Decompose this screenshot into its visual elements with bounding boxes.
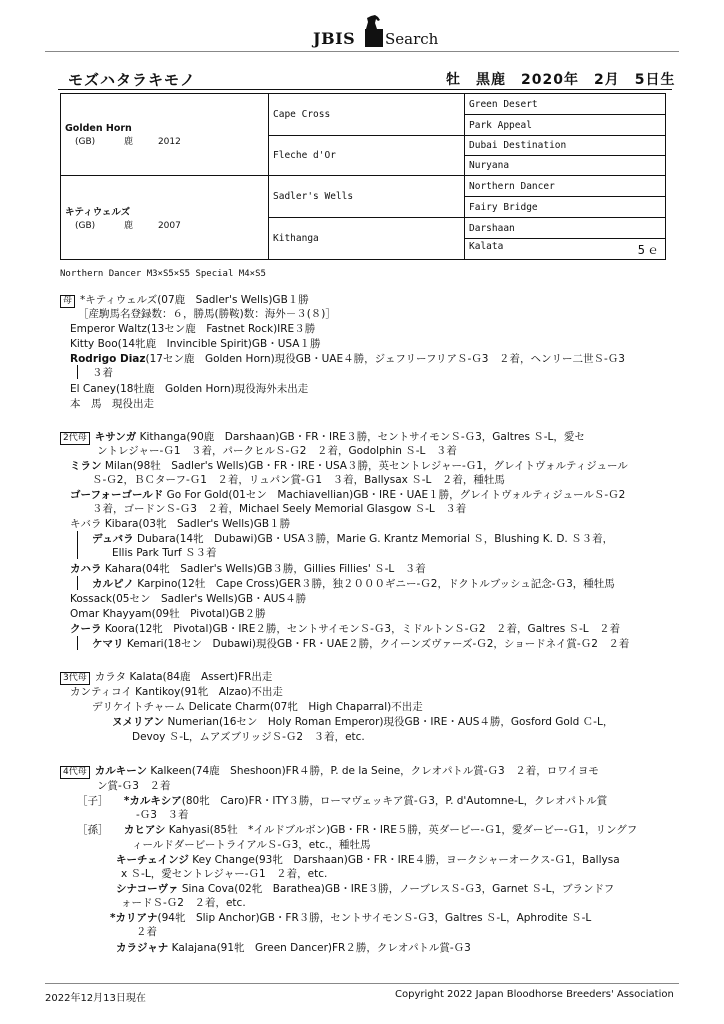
horse-name: モズハタラキモノ bbox=[68, 71, 196, 89]
ped-g2-0: Cape Cross bbox=[269, 94, 465, 136]
mother-line-3: Kitty Boo(14牝鹿 Invincible Spirit)GB・USA１勝 bbox=[70, 338, 321, 350]
dam-color: 鹿 bbox=[124, 221, 134, 231]
g2-text-11: Dubara(14牝 Dubawi)GB・USA３勝，Marie G. Krantz Memorial Ｓ，Blushing K. D. Ｓ３着， bbox=[137, 533, 614, 545]
g2-bold-21: ケマリ bbox=[92, 638, 124, 650]
g4-line-6: -Ｇ3 ３着 bbox=[136, 809, 189, 821]
g4-line-2: ン賞-Ｇ3 ２着 bbox=[97, 780, 171, 792]
g4-line-14 bbox=[116, 882, 614, 896]
g3-line-2: デリケイトチャーム Delicate Charm(07牝 High Chaparral)不出走 bbox=[92, 701, 423, 713]
g4-bold-20: カラジャナ bbox=[116, 942, 169, 954]
horse-birth-info: 牡 黒鹿 2020年 2月 5日生 bbox=[446, 72, 676, 88]
mother-line-7: El Caney(18牡鹿 Golden Horn)現役海外未出走 bbox=[70, 383, 309, 395]
g2-line-21 bbox=[92, 637, 629, 651]
ped-g3-2: Dubai Destination bbox=[465, 136, 666, 156]
tree-bar bbox=[77, 636, 78, 650]
g2-line-5: Ｓ-Ｇ2，ＢＣターフ-Ｇ1 ２着，リュパン賞-Ｇ1 ３着，Ballysax Ｓ-L ２着，種牡馬 bbox=[92, 474, 505, 486]
ped-g3-4: Northern Dancer bbox=[465, 176, 666, 197]
sire-country: (GB) bbox=[75, 136, 96, 147]
g4-text-5: (80牝 Caro)FR・ITY３勝，ローマヴェッキア賞-Ｇ3，P. d'Automne-L，クレオパトル賞 bbox=[181, 795, 608, 807]
sire-name: Golden Horn bbox=[65, 122, 132, 134]
g3-line-1: カンティコイ Kantikoy(91牝 Alzao)不出走 bbox=[70, 686, 283, 698]
g3-text-4: Numerian(16セン Holy Roman Emperor)現役GB・IRE・AUS４勝，Gosford Gold Ｃ-L， bbox=[167, 716, 614, 728]
logo-box bbox=[365, 29, 383, 47]
mother-label: 母 bbox=[60, 295, 75, 308]
mother-line-0 bbox=[60, 293, 309, 308]
g4-text-12: Key Change(93牝 Darshaan)GB・FR・IRE４勝，ヨークシャーオークス-Ｇ1，Ballysa bbox=[192, 854, 620, 866]
g4-line-7 bbox=[77, 823, 637, 837]
ped-g3-7-cell bbox=[465, 239, 666, 260]
ped-g3-3: Nuryana bbox=[465, 156, 666, 176]
g2-line-15 bbox=[92, 577, 615, 591]
g2-line-17: Kossack(05セン Sadler's Wells)GB・AUS４勝 bbox=[70, 593, 307, 605]
g2-line-12: Ellis Park Turf Ｓ３着 bbox=[112, 547, 217, 559]
g2-line-18: Omar Khayyam(09牡 Pivotal)GB２勝 bbox=[70, 608, 266, 620]
g4-text-18: (94牝 Slip Anchor)GB・FR３勝，セントサイモンＳ-Ｇ3，Galtres Ｓ-L，Aphrodite Ｓ-L bbox=[157, 912, 592, 924]
g4-line-3 bbox=[77, 794, 607, 808]
g2-bold-15: カルピノ bbox=[92, 578, 134, 590]
sire-color: 鹿 bbox=[124, 136, 134, 147]
sire-year: 2012 bbox=[157, 136, 181, 147]
g2-bold-13: カハラ bbox=[70, 563, 102, 575]
mother-line-8: 本 馬 現役出走 bbox=[70, 398, 154, 410]
g4-text-1: Kalkeen(74鹿 Sheshoon)FR４勝，P. de la Seine，クレオパトル賞-Ｇ3 ２着，ロワイヨモ bbox=[150, 765, 599, 777]
g4-line-17 bbox=[110, 911, 591, 925]
header-divider bbox=[45, 51, 679, 52]
ped-g2-1: Fleche d'Or bbox=[269, 136, 465, 176]
g4-line-13: x Ｓ-L，愛セントレジャー-Ｇ1 ２着，etc. bbox=[121, 868, 328, 880]
g2-line-19 bbox=[70, 622, 620, 636]
g2-bold-0: キサンガ bbox=[94, 431, 137, 443]
g4-line-16: ォードＳ-Ｇ2 ２着，etc. bbox=[121, 897, 246, 909]
ped-g3-0: Green Desert bbox=[465, 94, 666, 115]
g4-bold-11: キーチェインジ bbox=[116, 854, 189, 866]
sire-cell bbox=[61, 94, 269, 176]
g2-line-8: ３着，ゴードンＳ-Ｇ3 ２着，Michael Seely Memorial Glasgow Ｓ-L ３着 bbox=[92, 503, 467, 515]
g4-bold-0: カルキーン bbox=[94, 765, 148, 777]
g4-grandchild-tag: ［孫］ bbox=[77, 824, 109, 836]
g4-bold-8: カヒアシ bbox=[123, 824, 166, 836]
logo-jbis-text: JBIS bbox=[313, 29, 356, 48]
mother-text-5: (17セン鹿 Golden Horn)現役GB・UAE４勝，ジェフリーフリアＳ-Ｇ3 ２着，ヘンリー二世Ｓ-Ｇ3 bbox=[145, 353, 625, 365]
logo-search-text: Search bbox=[385, 30, 439, 48]
dam-cell bbox=[61, 176, 269, 260]
dam-info bbox=[65, 218, 264, 231]
ped-g2-2: Sadler's Wells bbox=[269, 176, 465, 218]
horse-icon bbox=[363, 14, 383, 30]
g4-line-0 bbox=[60, 764, 599, 779]
g4-line-10: ィールドダービートライアルＳ-Ｇ3，etc.，種牡馬 bbox=[132, 839, 371, 851]
mother-line-1: ［産駒馬名登録数：６，勝馬(勝鞍)数：海外－３(８)］ bbox=[78, 308, 336, 320]
g2-bold-3: ミラン bbox=[70, 460, 102, 472]
tree-bar bbox=[77, 531, 78, 559]
g2-label: 2代母 bbox=[60, 432, 90, 445]
g2-bold-19: クーラ bbox=[70, 623, 102, 635]
footer-date: 2022年12月13日現在 bbox=[45, 993, 146, 1004]
g2-text-4: Milan(98牡 Sadler's Wells)GB・FR・IRE・USA３勝，英セントレジャー-Ｇ1，グレイトヴォルティジュール bbox=[104, 460, 628, 472]
g3-line-3 bbox=[112, 715, 613, 729]
g2-text-20: Koora(12牝 Pivotal)GB・IRE２勝，セントサイモンＳ-Ｇ3，ミドルトンＳ-Ｇ2 ２着，Galtres Ｓ-L ２着 bbox=[104, 623, 621, 635]
g4-bold-14: シナコーヴァ bbox=[116, 883, 179, 895]
footer-copyright: Copyright 2022 Japan Bloodhorse Breeders' Association bbox=[395, 989, 674, 1000]
g4-bold-4: *カルキシア bbox=[123, 795, 182, 807]
mother-bold-4: Rodrigo Diaz bbox=[70, 353, 146, 365]
dam-name: キティウェルズ bbox=[65, 207, 131, 218]
g2-text-1: Kithanga(90鹿 Darshaan)GB・FR・IRE３勝，セントサイモンＳ-Ｇ3，Galtres Ｓ-L，愛セ bbox=[139, 431, 585, 443]
mother-line-2: Emperor Waltz(13セン鹿 Fastnet Rock)IRE３勝 bbox=[70, 323, 316, 335]
family-number: 5ｅ bbox=[637, 242, 661, 257]
mother-text-0: *キティウェルズ(07鹿 Sadler's Wells)GB１勝 bbox=[80, 294, 309, 306]
g2-line-10 bbox=[92, 532, 613, 546]
sire-info bbox=[65, 134, 264, 147]
g4-line-19: ２着 bbox=[136, 926, 157, 938]
g2-text-22: Kemari(18セン Dubawi)現役GB・FR・UAE２勝，クイーンズヴァーズ-Ｇ2，ショードネイ賞-Ｇ2 ２着 bbox=[126, 638, 630, 650]
dam-country: (GB) bbox=[75, 221, 96, 231]
g2-line-9: キバラ Kibara(03牝 Sadler's Wells)GB１勝 bbox=[70, 518, 291, 530]
g4-bold-17: *カリアナ bbox=[110, 912, 158, 924]
g3-bold-3: ヌメリアン bbox=[112, 716, 165, 728]
mother-line-6: ３着 bbox=[92, 367, 113, 379]
g2-line-6 bbox=[70, 488, 625, 502]
title-divider bbox=[58, 89, 672, 90]
ped-g2-3: Kithanga bbox=[269, 218, 465, 260]
g4-text-9: Kahyasi(85牡 *イルドブルボン)GB・FR・IRE５勝，英ダービー-Ｇ1，愛ダービー-Ｇ1，リングフ bbox=[168, 824, 638, 836]
g4-child-tag: ［子］ bbox=[77, 795, 109, 807]
tree-bar bbox=[77, 576, 78, 590]
g3-label: 3代母 bbox=[60, 672, 90, 685]
g4-line-20 bbox=[116, 941, 471, 955]
g2-bold-6: ゴーフォーゴールド bbox=[70, 489, 164, 501]
g2-text-14: Kahara(04牝 Sadler's Wells)GB３勝，Gillies Fillies' Ｓ-L ３着 bbox=[104, 563, 426, 575]
g2-text-7: Go For Gold(01セン Machiavellian)GB・IRE・UAE１勝，グレイトヴォルティジュールＳ-Ｇ2 bbox=[166, 489, 626, 501]
g3-text-0: カラタ Kalata(84鹿 Assert)FR出走 bbox=[94, 671, 273, 683]
inbreeding-info: Northern Dancer M3×S5×S5 Special M4×S5 bbox=[60, 269, 266, 279]
ped-g3-5: Fairy Bridge bbox=[465, 197, 666, 218]
g2-text-16: Karpino(12牡 Cape Cross)GER３勝，独２０００ギニー-Ｇ2，ドクトルブッシュ記念-Ｇ3，種牡馬 bbox=[137, 578, 615, 590]
mother-line-4 bbox=[70, 352, 625, 366]
ped-g3-6: Darshaan bbox=[465, 218, 666, 239]
g2-bold-10: デュバラ bbox=[92, 533, 134, 545]
pedigree-table bbox=[60, 93, 666, 260]
footer-divider bbox=[45, 983, 679, 984]
g4-text-21: Kalajana(91牝 Green Dancer)FR２勝，クレオパトル賞-Ｇ3 bbox=[171, 942, 471, 954]
g2-line-13 bbox=[70, 562, 426, 576]
ped-g3-1: Park Appeal bbox=[465, 115, 666, 136]
dam-year: 2007 bbox=[157, 221, 181, 231]
g4-label: 4代母 bbox=[60, 766, 90, 779]
g2-line-0 bbox=[60, 430, 585, 445]
g2-line-2: ントレジャー-Ｇ1 ３着，パークヒルＳ-Ｇ2 ２着，Godolphin Ｓ-L ３着 bbox=[97, 445, 457, 457]
g4-line-11 bbox=[116, 853, 620, 867]
tree-bar bbox=[77, 365, 78, 379]
ped-g3-7: Kalata bbox=[469, 240, 504, 252]
g3-line-5: Devoy Ｓ-L，ムアズブリッジＳ-Ｇ2 ３着，etc. bbox=[132, 731, 365, 743]
g3-line-0 bbox=[60, 670, 272, 685]
g2-line-3 bbox=[70, 459, 628, 473]
g4-text-15: Sina Cova(02牝 Barathea)GB・IRE３勝，ノーブレスＳ-Ｇ3，Garnet Ｓ-L，ブランドフ bbox=[181, 883, 615, 895]
